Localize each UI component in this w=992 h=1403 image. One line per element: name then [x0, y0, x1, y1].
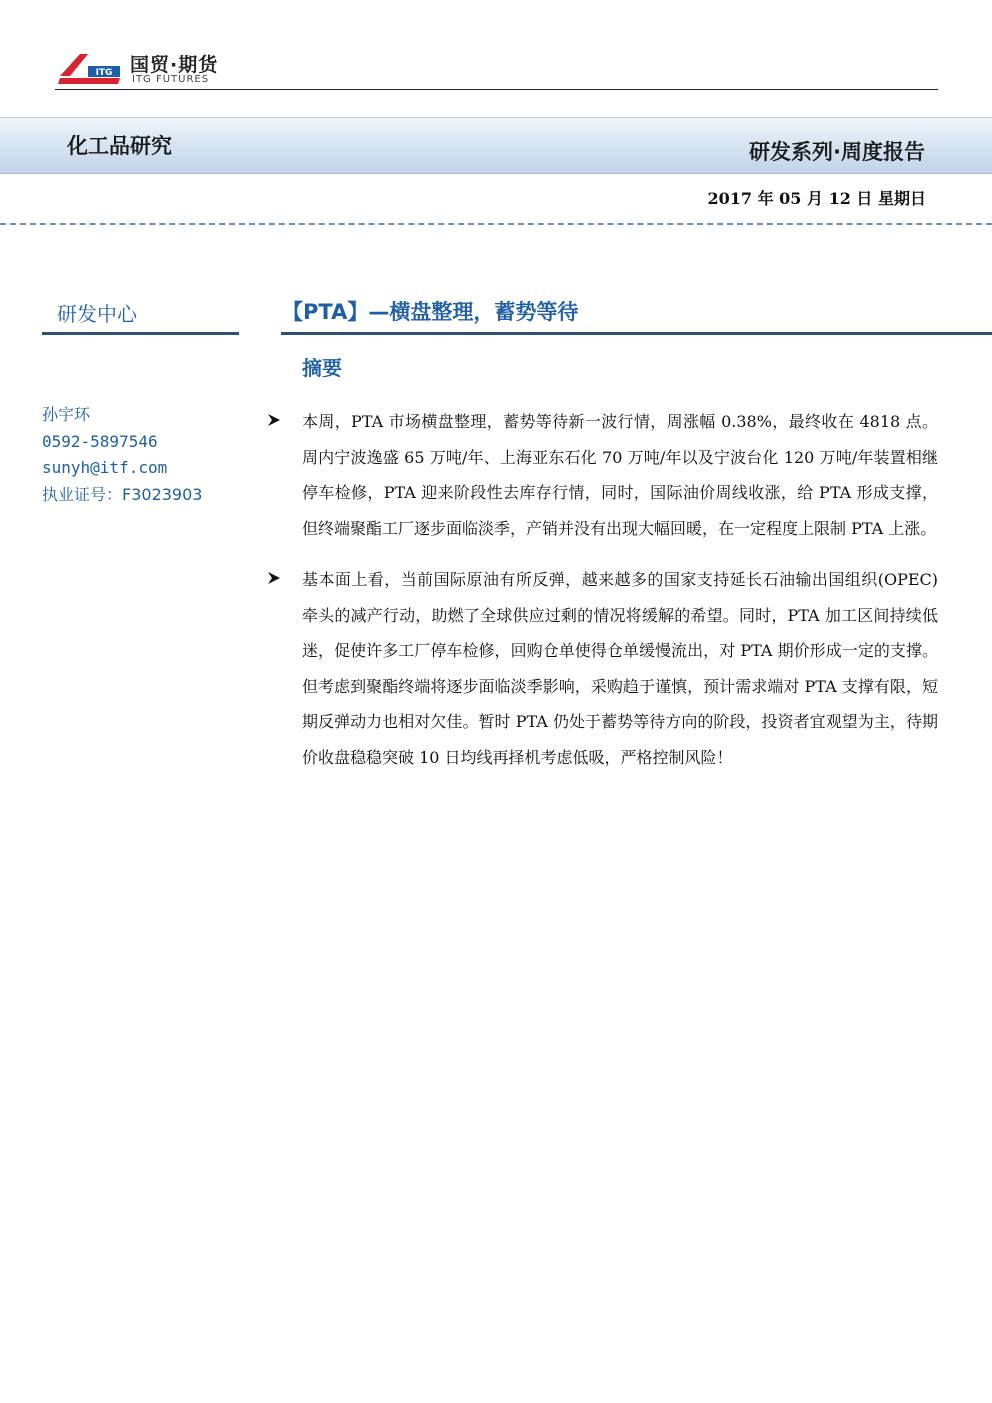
dashed-divider: [0, 223, 992, 225]
logo-mark-text: ITG: [95, 68, 113, 78]
abstract-paragraph: 本周，PTA 市场横盘整理，蓄势等待新一波行情，周涨幅 0.38%，最终收在 4818 点。周内宁波逸盛 65 万吨/年、上海亚东石化 70 万吨/年以及宁波台化 120 万吨/年装置相继停车检修，PTA 迎来阶段性去库存行情，同时，国际油价周线收涨，给 PTA 形成支撑，但终端聚酯工厂逐步面临淡季，产销并没有出现大幅回暖，在一定程度上限制 PTA 上涨。: [302, 412, 938, 538]
sidebar-rule: [42, 332, 239, 335]
abstract-bullet: [264, 562, 938, 775]
report-date: 2017 年 05 月 12 日 星期日: [707, 189, 926, 208]
company-logo: [58, 52, 248, 88]
arrowhead-bullet-icon: [267, 571, 281, 585]
abstract-paragraph: 基本面上看，当前国际原油有所反弹，越来越多的国家支持延长石油输出国组织(OPEC)牵头的减产行动，助燃了全球供应过剩的情况将缓解的希望。同时，PTA 加工区间持续低迷，促使许多工厂停车检修，回购仓单使得仓单缓慢流出，对 PTA 期价形成一定的支撑。但考虑到聚酯终端将逐步面临淡季影响，采购趋于谨慎，预计需求端对 PTA 支撑有限，短期反弹动力也相对欠佳。暂时 PTA 仍处于蓄势等待方向的阶段，投资者宜观望为主，待期价收盘稳稳突破 10 日均线再择机考虑低吸，严格控制风险！: [302, 570, 938, 767]
author-phone: 0592-5897546: [42, 431, 158, 451]
author-email[interactable]: sunyh@itf.com: [42, 458, 168, 477]
abstract-body: [264, 404, 938, 791]
article-title: 【PTA】—横盘整理，蓄势等待: [282, 300, 579, 324]
logo-chinese-name: 国贸·期货: [130, 54, 219, 76]
author-info: [42, 402, 272, 508]
sidebar-title: 研发中心: [57, 302, 137, 326]
arrowhead-bullet-icon: [267, 413, 281, 427]
itg-logo-icon: [58, 54, 122, 86]
logo-english-name: ITG FUTURES: [132, 74, 210, 85]
header-rule: [55, 89, 938, 90]
abstract-heading: 摘要: [302, 356, 342, 380]
author-name: 孙宇环: [42, 405, 91, 424]
report-banner: [0, 117, 992, 174]
abstract-bullet: [264, 404, 938, 546]
title-rule: [281, 332, 992, 335]
report-series: 研发系列·周度报告: [749, 140, 925, 164]
report-category: 化工品研究: [67, 134, 172, 158]
author-license: 执业证号：F3023903: [42, 484, 203, 504]
